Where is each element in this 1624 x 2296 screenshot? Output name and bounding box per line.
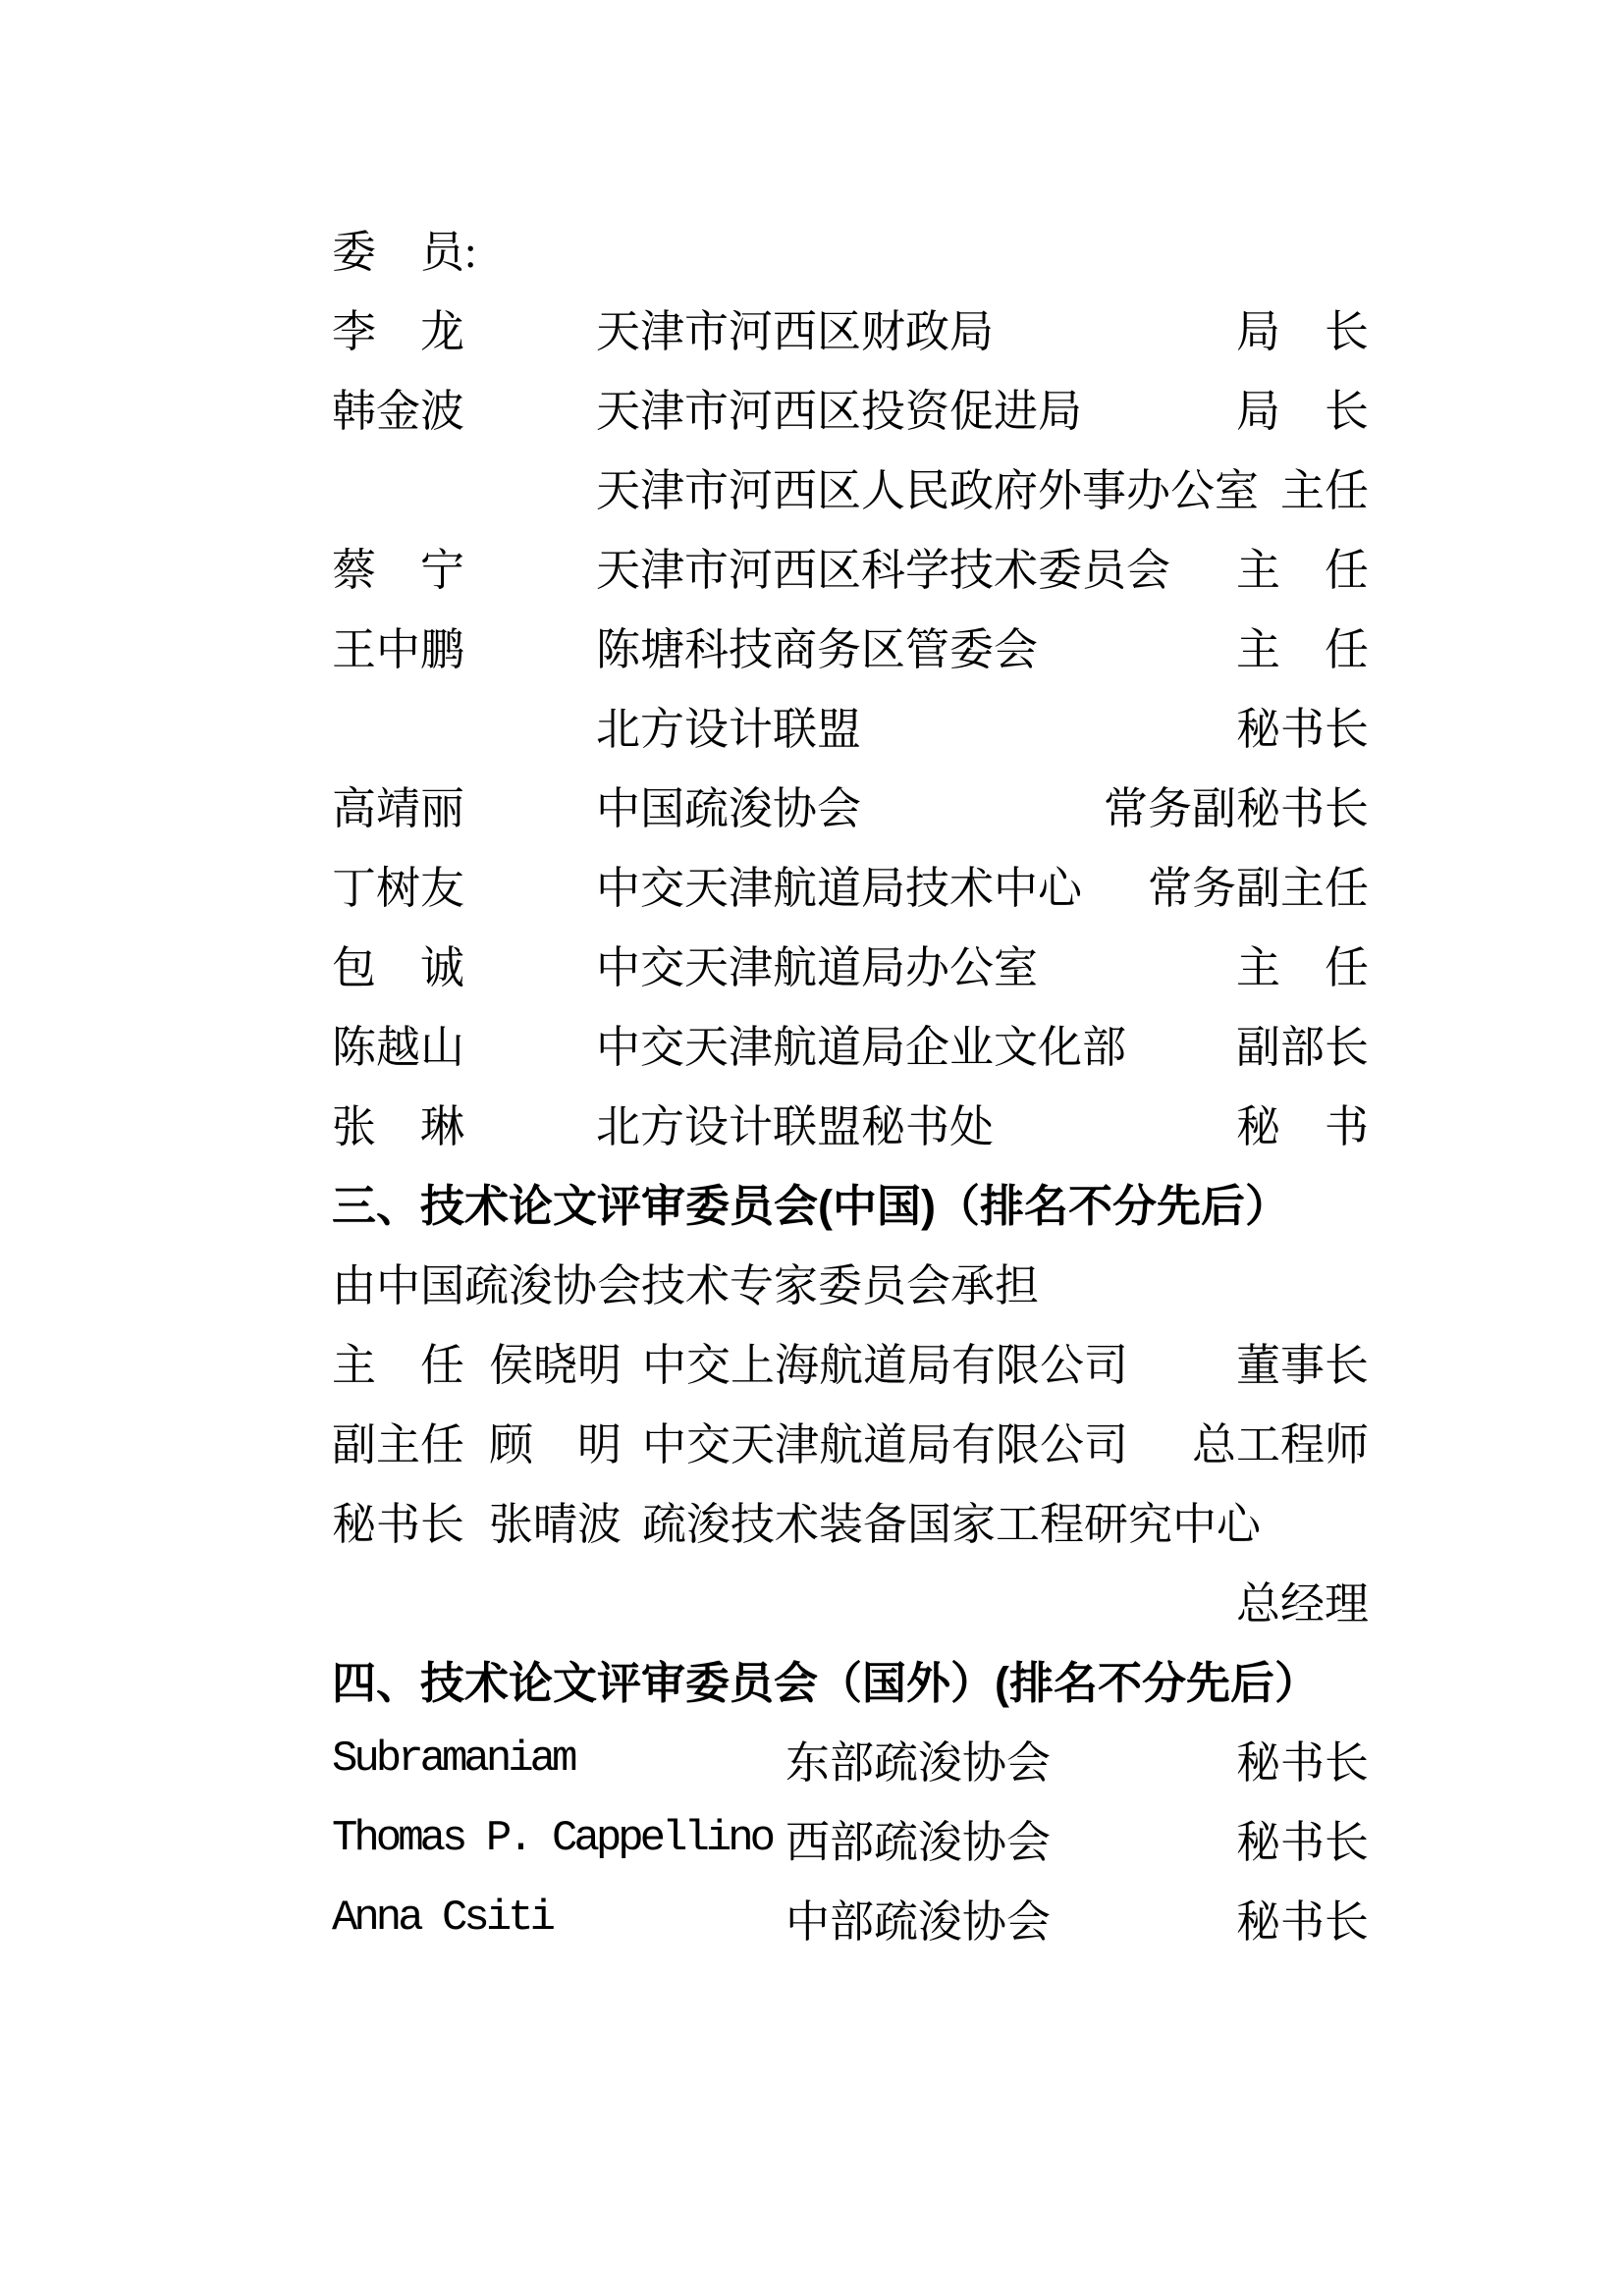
member-row (332, 526, 1369, 606)
member-row (332, 924, 1369, 1003)
review-name: 侯晓明 (489, 1341, 623, 1390)
member-name: 高靖丽 (332, 784, 465, 833)
member-org: 陈塘科技商务区管委会 (596, 625, 1039, 674)
member-title: 常务副秘书长 (1103, 784, 1369, 833)
member-org: 北方设计联盟秘书处 (596, 1102, 995, 1151)
china-review-heading: 三、技术论文评审委员会(中国)（排名不分先后） (332, 1181, 1289, 1231)
foreign-reviewer-org: 西部疏浚协会 (785, 1818, 1052, 1867)
china-review-note-row (332, 1242, 1369, 1321)
members-label-row (332, 208, 1369, 288)
member-row (332, 606, 1369, 685)
member-name: 张 琳 (332, 1102, 465, 1151)
review-name: 张晴波 (489, 1500, 623, 1549)
review-name: 顾 明 (489, 1420, 623, 1469)
foreign-reviewer-title: 秘书长 (1235, 1818, 1369, 1867)
member-org: 天津市河西区人民政府外事办公室 (596, 466, 1260, 515)
member-org: 天津市河西区投资促进局 (596, 387, 1083, 436)
member-org: 天津市河西区科学技术委员会 (596, 546, 1171, 595)
review-title: 总工程师 (1191, 1420, 1369, 1469)
members-label: 委 员: (332, 228, 477, 277)
member-row (332, 844, 1369, 924)
member-name: 李 龙 (332, 307, 465, 356)
foreign-review-heading-row (332, 1639, 1369, 1719)
member-row (332, 1083, 1369, 1162)
member-row (332, 367, 1369, 447)
member-org: 中交天津航道局办公室 (596, 943, 1039, 992)
member-title: 主任 (1279, 466, 1369, 515)
china-review-row (332, 1480, 1369, 1560)
foreign-reviewer-org: 中部疏浚协会 (785, 1897, 1052, 1947)
member-row (332, 765, 1369, 844)
review-title: 董事长 (1235, 1341, 1369, 1390)
member-title: 主 任 (1235, 943, 1369, 992)
member-title: 局 长 (1235, 307, 1369, 356)
review-role: 秘书长 (332, 1500, 465, 1549)
review-org: 疏浚技术装备国家工程研究中心 (642, 1500, 1262, 1549)
foreign-reviewer-title: 秘书长 (1235, 1897, 1369, 1947)
member-title: 常务副主任 (1147, 864, 1369, 913)
member-org: 中交天津航道局技术中心 (596, 864, 1083, 913)
member-name: 包 诚 (332, 943, 465, 992)
foreign-reviewer-name: Subramaniam (332, 1734, 574, 1784)
member-title: 秘书长 (1235, 705, 1369, 754)
member-org: 中交天津航道局企业文化部 (596, 1023, 1127, 1072)
member-row (332, 447, 1369, 526)
review-role: 主 任 (332, 1341, 465, 1390)
review-org: 中交上海航道局有限公司 (642, 1341, 1129, 1390)
china-review-overflow-row (332, 1560, 1369, 1639)
china-review-note: 由中国疏浚协会技术专家委员会承担 (332, 1261, 1040, 1310)
member-row (332, 288, 1369, 367)
member-title: 主 任 (1235, 625, 1369, 674)
foreign-review-row (332, 1878, 1369, 1957)
member-org: 中国疏浚协会 (596, 784, 862, 833)
member-title: 局 长 (1235, 387, 1369, 436)
china-review-heading-row (332, 1162, 1369, 1242)
foreign-review-heading: 四、技术论文评审委员会（国外）(排名不分先后） (332, 1658, 1319, 1708)
member-row (332, 1003, 1369, 1083)
member-title: 主 任 (1235, 546, 1369, 595)
foreign-reviewer-name: Anna Csiti (332, 1893, 553, 1943)
foreign-reviewer-title: 秘书长 (1235, 1738, 1369, 1788)
member-title: 副部长 (1235, 1023, 1369, 1072)
member-name: 蔡 宁 (332, 546, 465, 595)
review-role: 副主任 (332, 1420, 465, 1469)
member-org: 天津市河西区财政局 (596, 307, 995, 356)
member-name: 丁树友 (332, 864, 465, 913)
member-row (332, 685, 1369, 765)
foreign-review-row (332, 1798, 1369, 1878)
china-review-row (332, 1321, 1369, 1401)
foreign-review-row (332, 1719, 1369, 1798)
member-name: 韩金波 (332, 387, 465, 436)
member-name: 王中鹏 (332, 625, 465, 674)
member-org: 北方设计联盟 (596, 705, 862, 754)
china-review-row (332, 1401, 1369, 1480)
member-name: 陈越山 (332, 1023, 465, 1072)
member-title: 秘 书 (1235, 1102, 1369, 1151)
foreign-reviewer-org: 东部疏浚协会 (785, 1738, 1052, 1788)
review-org: 中交天津航道局有限公司 (642, 1420, 1129, 1469)
foreign-reviewer-name: Thomas P. Cappellino (332, 1813, 773, 1863)
review-overflow-title: 总经理 (1235, 1579, 1369, 1629)
